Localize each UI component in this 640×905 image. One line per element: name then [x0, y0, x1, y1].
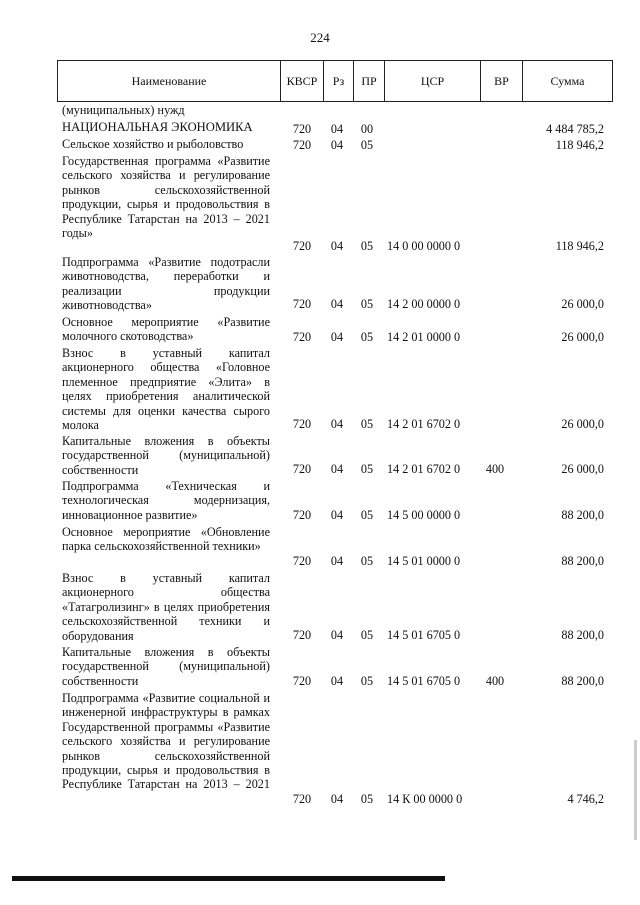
row-kvsr: 720 — [292, 461, 312, 476]
row-rz: 04 — [330, 791, 344, 806]
table-row — [0, 154, 640, 253]
header-name: Наименование — [131, 73, 207, 88]
table-row — [0, 645, 640, 688]
row-csr: 14 2 01 0000 0 — [387, 329, 461, 344]
row-rz: 04 — [330, 329, 344, 344]
row-vr: 400 — [485, 461, 505, 476]
row-kvsr: 720 — [292, 791, 312, 806]
row-csr: 14 5 00 0000 0 — [387, 507, 461, 522]
row-sum: 4 746,2 — [567, 791, 604, 806]
row-name: Подпрограмма «Развитие подотрасли животноводства, переработки и реализации продукции животноводства» — [62, 255, 270, 313]
row-name: Капитальные вложения в объекты государственной (муниципальной) собственности — [62, 434, 270, 477]
row-name: Капитальные вложения в объекты государственной (муниципальной) собственности — [62, 645, 270, 688]
row-name: Государственная программа «Развитие сельского хозяйства и регулирование рынков сельскохозяйственной продукции, сырья и продовольствия в Республике Татарстан на 2013 – 2021 годы» — [62, 154, 270, 241]
row-pr: 05 — [360, 137, 374, 152]
row-sum: 88 200,0 — [561, 673, 604, 688]
table-header — [57, 60, 613, 102]
row-kvsr: 720 — [292, 507, 312, 522]
row-pr: 05 — [360, 673, 374, 688]
row-kvsr: 720 — [292, 121, 312, 136]
row-name: НАЦИОНАЛЬНАЯ ЭКОНОМИКА — [62, 120, 253, 134]
table-row — [0, 120, 640, 136]
row-name: Подпрограмма «Техническая и технологическая модернизация, инновационное развитие» — [62, 479, 270, 522]
row-csr: 14 5 01 6705 0 — [387, 673, 461, 688]
row-rz: 04 — [330, 461, 344, 476]
row-kvsr: 720 — [292, 673, 312, 688]
row-kvsr: 720 — [292, 137, 312, 152]
row-sum: 26 000,0 — [561, 416, 604, 431]
row-kvsr: 720 — [292, 553, 312, 568]
table-row — [0, 571, 640, 642]
row-name: Подпрограмма «Развитие социальной и инженерной инфраструктуры в рамках Государственной программы «Развитие сельского хозяйства и регулирование рынков сельскохозяйственной продукции, сырья и продовольствия в Республике Татарстан на 2013 – 2021 — [62, 691, 270, 792]
row-name: Основное мероприятие «Развитие молочного скотоводства» — [62, 315, 270, 344]
row-pr: 05 — [360, 296, 374, 311]
row-csr: 14 0 00 0000 0 — [387, 238, 461, 253]
row-pr: 05 — [360, 507, 374, 522]
row-name: Сельское хозяйство и рыболовство — [62, 137, 244, 151]
row-pr: 05 — [360, 461, 374, 476]
scan-edge-shadow — [634, 740, 637, 840]
row-rz: 04 — [330, 627, 344, 642]
table-row — [0, 525, 640, 568]
row-sum: 4 484 785,2 — [546, 121, 604, 136]
row-pr: 05 — [360, 329, 374, 344]
row-pr: 00 — [360, 121, 374, 136]
table-row — [0, 346, 640, 431]
row-rz: 04 — [330, 673, 344, 688]
row-name: Взнос в уставный капитал акционерного общества «Головное племенное предприятие «Элита» в целях приобретения аналитической системы для оценки качества сырого молока — [62, 346, 270, 433]
header-vr: ВР — [480, 61, 522, 101]
row-kvsr: 720 — [292, 296, 312, 311]
row-sum: 88 200,0 — [561, 627, 604, 642]
row-csr: 14 2 01 6702 0 — [387, 461, 461, 476]
row-sum: 88 200,0 — [561, 553, 604, 568]
row-rz: 04 — [330, 553, 344, 568]
row-vr: 400 — [485, 673, 505, 688]
row-name: Основное мероприятие «Обновление парка сельскохозяйственной техники» — [62, 525, 270, 554]
table-row — [0, 137, 640, 152]
row-rz: 04 — [330, 137, 344, 152]
row-sum: 26 000,0 — [561, 461, 604, 476]
table-row — [0, 255, 640, 311]
table-row — [0, 479, 640, 522]
row-kvsr: 720 — [292, 627, 312, 642]
row-csr: 14 2 01 6702 0 — [387, 416, 461, 431]
row-kvsr: 720 — [292, 329, 312, 344]
header-rz: Рз — [323, 61, 353, 101]
scan-edge-bar — [12, 876, 445, 881]
row-sum: 118 946,2 — [555, 238, 604, 253]
row-name: Взнос в уставный капитал акционерного общества «Татагролизинг» в целях приобретения сельскохозяйственной техники и оборудования — [62, 571, 270, 643]
table-row — [0, 691, 640, 806]
row-kvsr: 720 — [292, 416, 312, 431]
table-row — [0, 103, 640, 117]
header-pr: ПР — [353, 61, 384, 101]
table-row — [0, 434, 640, 476]
row-sum: 26 000,0 — [561, 296, 604, 311]
row-pr: 05 — [360, 416, 374, 431]
header-kvsr: КВСР — [280, 61, 323, 101]
table-row — [0, 315, 640, 344]
header-sum: Сумма — [522, 61, 612, 101]
row-csr: 14 5 01 0000 0 — [387, 553, 461, 568]
row-pr: 05 — [360, 553, 374, 568]
row-pr: 05 — [360, 791, 374, 806]
header-csr: ЦСР — [384, 61, 480, 101]
row-csr: 14 К 00 0000 0 — [387, 791, 463, 806]
row-rz: 04 — [330, 121, 344, 136]
page-number: 224 — [310, 30, 330, 45]
row-name: (муниципальных) нужд — [62, 103, 185, 117]
row-rz: 04 — [330, 416, 344, 431]
row-rz: 04 — [330, 296, 344, 311]
row-sum: 88 200,0 — [561, 507, 604, 522]
row-sum: 26 000,0 — [561, 329, 604, 344]
row-rz: 04 — [330, 507, 344, 522]
row-csr: 14 5 01 6705 0 — [387, 627, 461, 642]
row-pr: 05 — [360, 238, 374, 253]
row-pr: 05 — [360, 627, 374, 642]
row-kvsr: 720 — [292, 238, 312, 253]
row-csr: 14 2 00 0000 0 — [387, 296, 461, 311]
row-sum: 118 946,2 — [555, 137, 604, 152]
row-rz: 04 — [330, 238, 344, 253]
